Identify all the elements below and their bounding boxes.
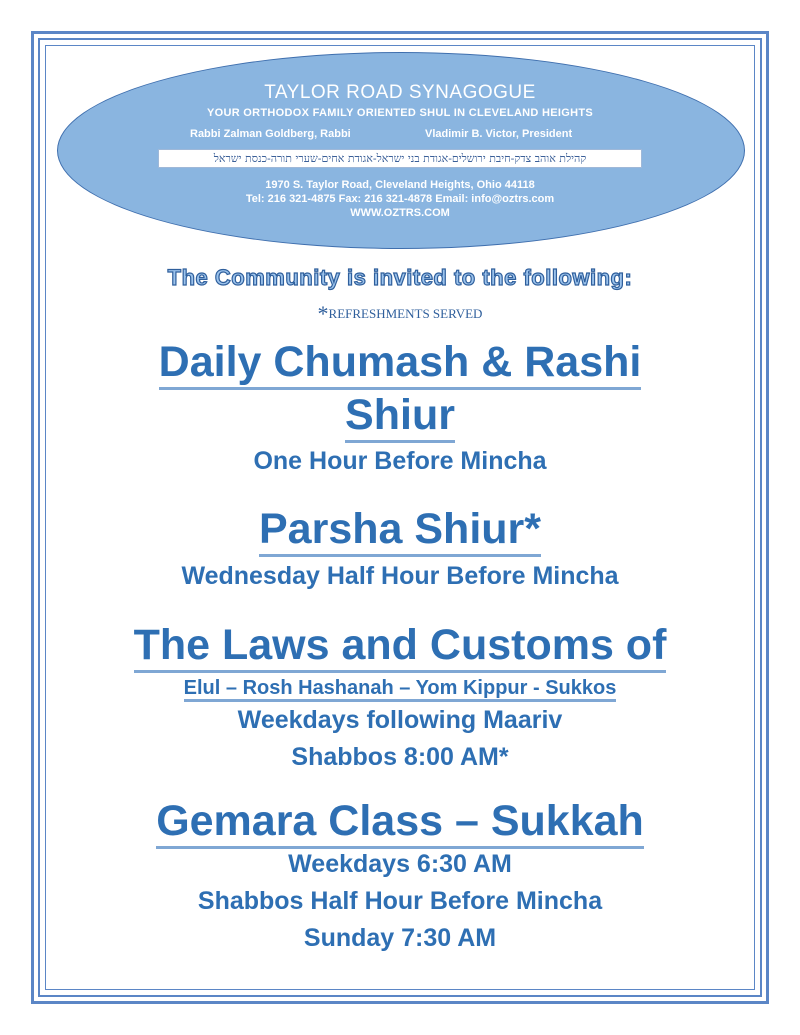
gemara-time-weekdays: Weekdays 6:30 AM	[288, 850, 512, 878]
laws-subtitle: Elul – Rosh Hashanah – Yom Kippur - Sukkos	[0, 676, 800, 700]
parsha-time: Wednesday Half Hour Before Mincha	[181, 562, 619, 590]
gemara-title: Gemara Class – Sukkah	[0, 797, 800, 845]
gemara-time-shabbos: Shabbos Half Hour Before Mincha	[197, 887, 603, 915]
chumash-title-line1: Daily Chumash & Rashi	[0, 338, 800, 386]
invite-heading: The Community is invited to the following:	[167, 265, 633, 290]
refreshments-note	[0, 301, 800, 327]
hebrew-congregations: קהילת אוהב צדק-חיבת ירושלים-אגודת בני ישראל-אגודת אחים-שערי תורה-כנסת ישראל	[158, 149, 642, 168]
laws-time-weekdays: Weekdays following Maariv	[237, 706, 563, 734]
synagogue-website: WWW.OZTRS.COM	[350, 207, 450, 219]
asterisk: *	[317, 301, 329, 326]
parsha-title: Parsha Shiur*	[0, 505, 800, 553]
gemara-time-sunday: Sunday 7:30 AM	[303, 924, 497, 952]
synagogue-tagline: YOUR ORTHODOX FAMILY ORIENTED SHUL IN CLEVELAND HEIGHTS	[206, 107, 594, 119]
synagogue-contact: Tel: 216 321-4875 Fax: 216 321-4878 Email: info@oztrs.com	[245, 193, 555, 205]
laws-title: The Laws and Customs of	[0, 621, 800, 669]
chumash-title-line2: Shiur	[0, 391, 800, 439]
refreshments-text: REFRESHMENTS SERVED	[328, 306, 483, 321]
president-name: Vladimir B. Victor, President	[425, 128, 573, 140]
rabbi-name: Rabbi Zalman Goldberg, Rabbi	[190, 128, 351, 140]
chumash-time: One Hour Before Mincha	[253, 447, 547, 475]
synagogue-address: 1970 S. Taylor Road, Cleveland Heights, Ohio 44118	[265, 179, 535, 191]
synagogue-name: TAYLOR ROAD SYNAGOGUE	[264, 82, 536, 103]
laws-time-shabbos: Shabbos 8:00 AM*	[291, 743, 509, 771]
